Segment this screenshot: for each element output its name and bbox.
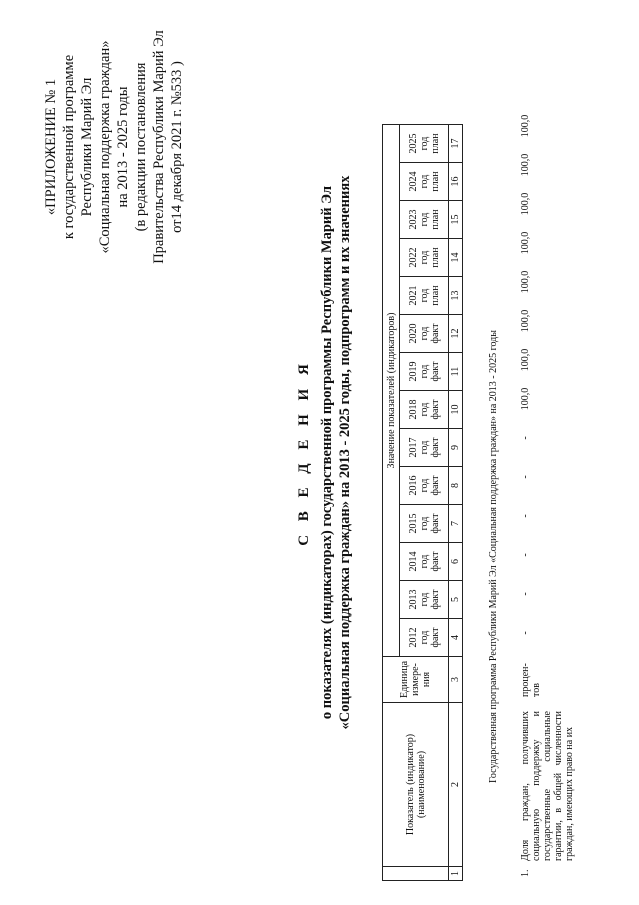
row-value-2024: 100,0 — [520, 153, 531, 177]
header-year-2012 — [400, 619, 449, 657]
header-year-status: план — [429, 171, 441, 192]
row-value-2021: 100,0 — [520, 270, 531, 294]
header-year-2025 — [400, 125, 449, 163]
header-year-kind: год — [418, 364, 430, 379]
header-year-status: факт — [429, 437, 441, 458]
header-year-status: факт — [429, 475, 441, 496]
row-unit: процен-тов — [520, 663, 542, 697]
header-year-2017 — [400, 429, 449, 467]
header-values: Значение показателей (индикаторов) — [383, 125, 400, 657]
row-value-2023: 100,0 — [520, 192, 531, 216]
header-year-2020 — [400, 315, 449, 353]
header-year-2024 — [400, 163, 449, 201]
row-value-2018: 100,0 — [520, 387, 531, 411]
column-number: 12 — [449, 315, 463, 353]
appendix-line: «ПРИЛОЖЕНИЕ № 1 — [43, 78, 59, 216]
header-year-2014 — [400, 543, 449, 581]
document-subtitle — [318, 0, 354, 905]
header-year-status: факт — [429, 361, 441, 382]
column-number: 11 — [449, 353, 463, 391]
header-year-year: 2015 — [407, 513, 419, 534]
header-year-status: факт — [429, 589, 441, 610]
header-year-kind: год — [418, 516, 430, 531]
header-year-status: план — [429, 285, 441, 306]
header-year-status: план — [429, 133, 441, 154]
column-number: 15 — [449, 201, 463, 239]
row-value-2017: - — [520, 436, 531, 440]
header-year-kind: год — [418, 174, 430, 189]
subtitle-line: о показателях (индикаторах) государственной программы Республики Марий Эл — [319, 185, 335, 720]
header-year-year: 2013 — [407, 589, 419, 610]
header-year-kind: год — [418, 440, 430, 455]
header-year-year: 2016 — [407, 475, 419, 496]
appendix-line: на 2013 - 2025 годы — [115, 86, 131, 208]
appendix-line: Правительства Республики Марий Эл — [151, 30, 167, 264]
subtitle-line: «Социальная поддержка граждан» на 2013 - 2025 годы, подпрограмм и их значениях — [337, 175, 353, 730]
header-year-year: 2012 — [407, 627, 419, 648]
row-indicator-name: Доля граждан, получивших социальную поддержку и государственные социальные гарантии, в общей численности граждан, имеющих право на их — [520, 711, 575, 861]
header-year-year: 2019 — [407, 361, 419, 382]
header-year-2015 — [400, 505, 449, 543]
header-year-kind: год — [418, 288, 430, 303]
column-number: 5 — [449, 581, 463, 619]
row-value-2020: 100,0 — [520, 309, 531, 333]
appendix-line: (в редакции постановления — [133, 62, 149, 232]
header-year-status: факт — [429, 323, 441, 344]
header-unit: Единица измере-ния — [383, 657, 449, 703]
header-year-status: факт — [429, 399, 441, 420]
column-number: 7 — [449, 505, 463, 543]
header-year-2021 — [400, 277, 449, 315]
appendix-header — [42, 17, 186, 277]
header-year-year: 2022 — [407, 247, 419, 268]
column-number: 3 — [449, 657, 463, 703]
header-year-year: 2018 — [407, 399, 419, 420]
appendix-line: от14 декабря 2021 г. №533 ) — [169, 61, 185, 233]
row-value-2015: - — [520, 514, 531, 518]
header-year-status: план — [429, 247, 441, 268]
header-year-kind: год — [418, 212, 430, 227]
header-year-kind: год — [418, 554, 430, 569]
header-year-status: факт — [429, 627, 441, 648]
header-indicator: Показатель (индикатор) (наименование) — [383, 703, 449, 867]
row-value-2012: - — [520, 631, 531, 635]
row-value-2025: 100,0 — [520, 114, 531, 138]
header-year-2016 — [400, 467, 449, 505]
appendix-line: «Социальная поддержка граждан» — [97, 40, 113, 254]
column-number: 13 — [449, 277, 463, 315]
section-title: Государственная программа Республики Марий Эл «Социальная поддержка граждан» на 2013 - 2025 годы — [488, 330, 499, 783]
row-value-2014: - — [520, 553, 531, 557]
column-number-row — [449, 125, 463, 881]
header-year-year: 2021 — [407, 285, 419, 306]
header-year-kind: год — [418, 250, 430, 265]
header-year-2022 — [400, 239, 449, 277]
header-year-year: 2020 — [407, 323, 419, 344]
header-row-1 — [383, 125, 400, 881]
header-year-year: 2017 — [407, 437, 419, 458]
column-number: 16 — [449, 163, 463, 201]
column-number: 2 — [449, 703, 463, 867]
header-year-kind: год — [418, 326, 430, 341]
document-title: С В Е Д Е Н И Я — [296, 359, 312, 546]
column-number: 17 — [449, 125, 463, 163]
header-year-year: 2014 — [407, 551, 419, 572]
row-number: 1. — [520, 869, 531, 877]
row-value-2022: 100,0 — [520, 231, 531, 255]
header-year-2018 — [400, 391, 449, 429]
header-year-kind: год — [418, 402, 430, 417]
header-year-year: 2023 — [407, 209, 419, 230]
header-year-year: 2025 — [407, 133, 419, 154]
column-number: 4 — [449, 619, 463, 657]
appendix-line: Республики Марий Эл — [79, 77, 95, 217]
header-year-2019 — [400, 353, 449, 391]
header-year-kind: год — [418, 630, 430, 645]
row-value-2013: - — [520, 592, 531, 596]
column-number: 14 — [449, 239, 463, 277]
column-number: 1 — [449, 867, 463, 881]
header-year-kind: год — [418, 592, 430, 607]
appendix-line: к государственной программе — [61, 54, 77, 240]
header-number — [383, 867, 449, 881]
column-number: 6 — [449, 543, 463, 581]
header-year-year: 2024 — [407, 171, 419, 192]
row-value-2019: 100,0 — [520, 348, 531, 372]
row-value-2016: - — [520, 475, 531, 479]
header-year-kind: год — [418, 478, 430, 493]
header-year-2013 — [400, 581, 449, 619]
header-year-status: факт — [429, 551, 441, 572]
indicators-table — [382, 124, 463, 881]
header-year-2023 — [400, 201, 449, 239]
header-year-status: факт — [429, 513, 441, 534]
header-year-kind: год — [418, 136, 430, 151]
column-number: 10 — [449, 391, 463, 429]
column-number: 9 — [449, 429, 463, 467]
column-number: 8 — [449, 467, 463, 505]
header-year-status: план — [429, 209, 441, 230]
